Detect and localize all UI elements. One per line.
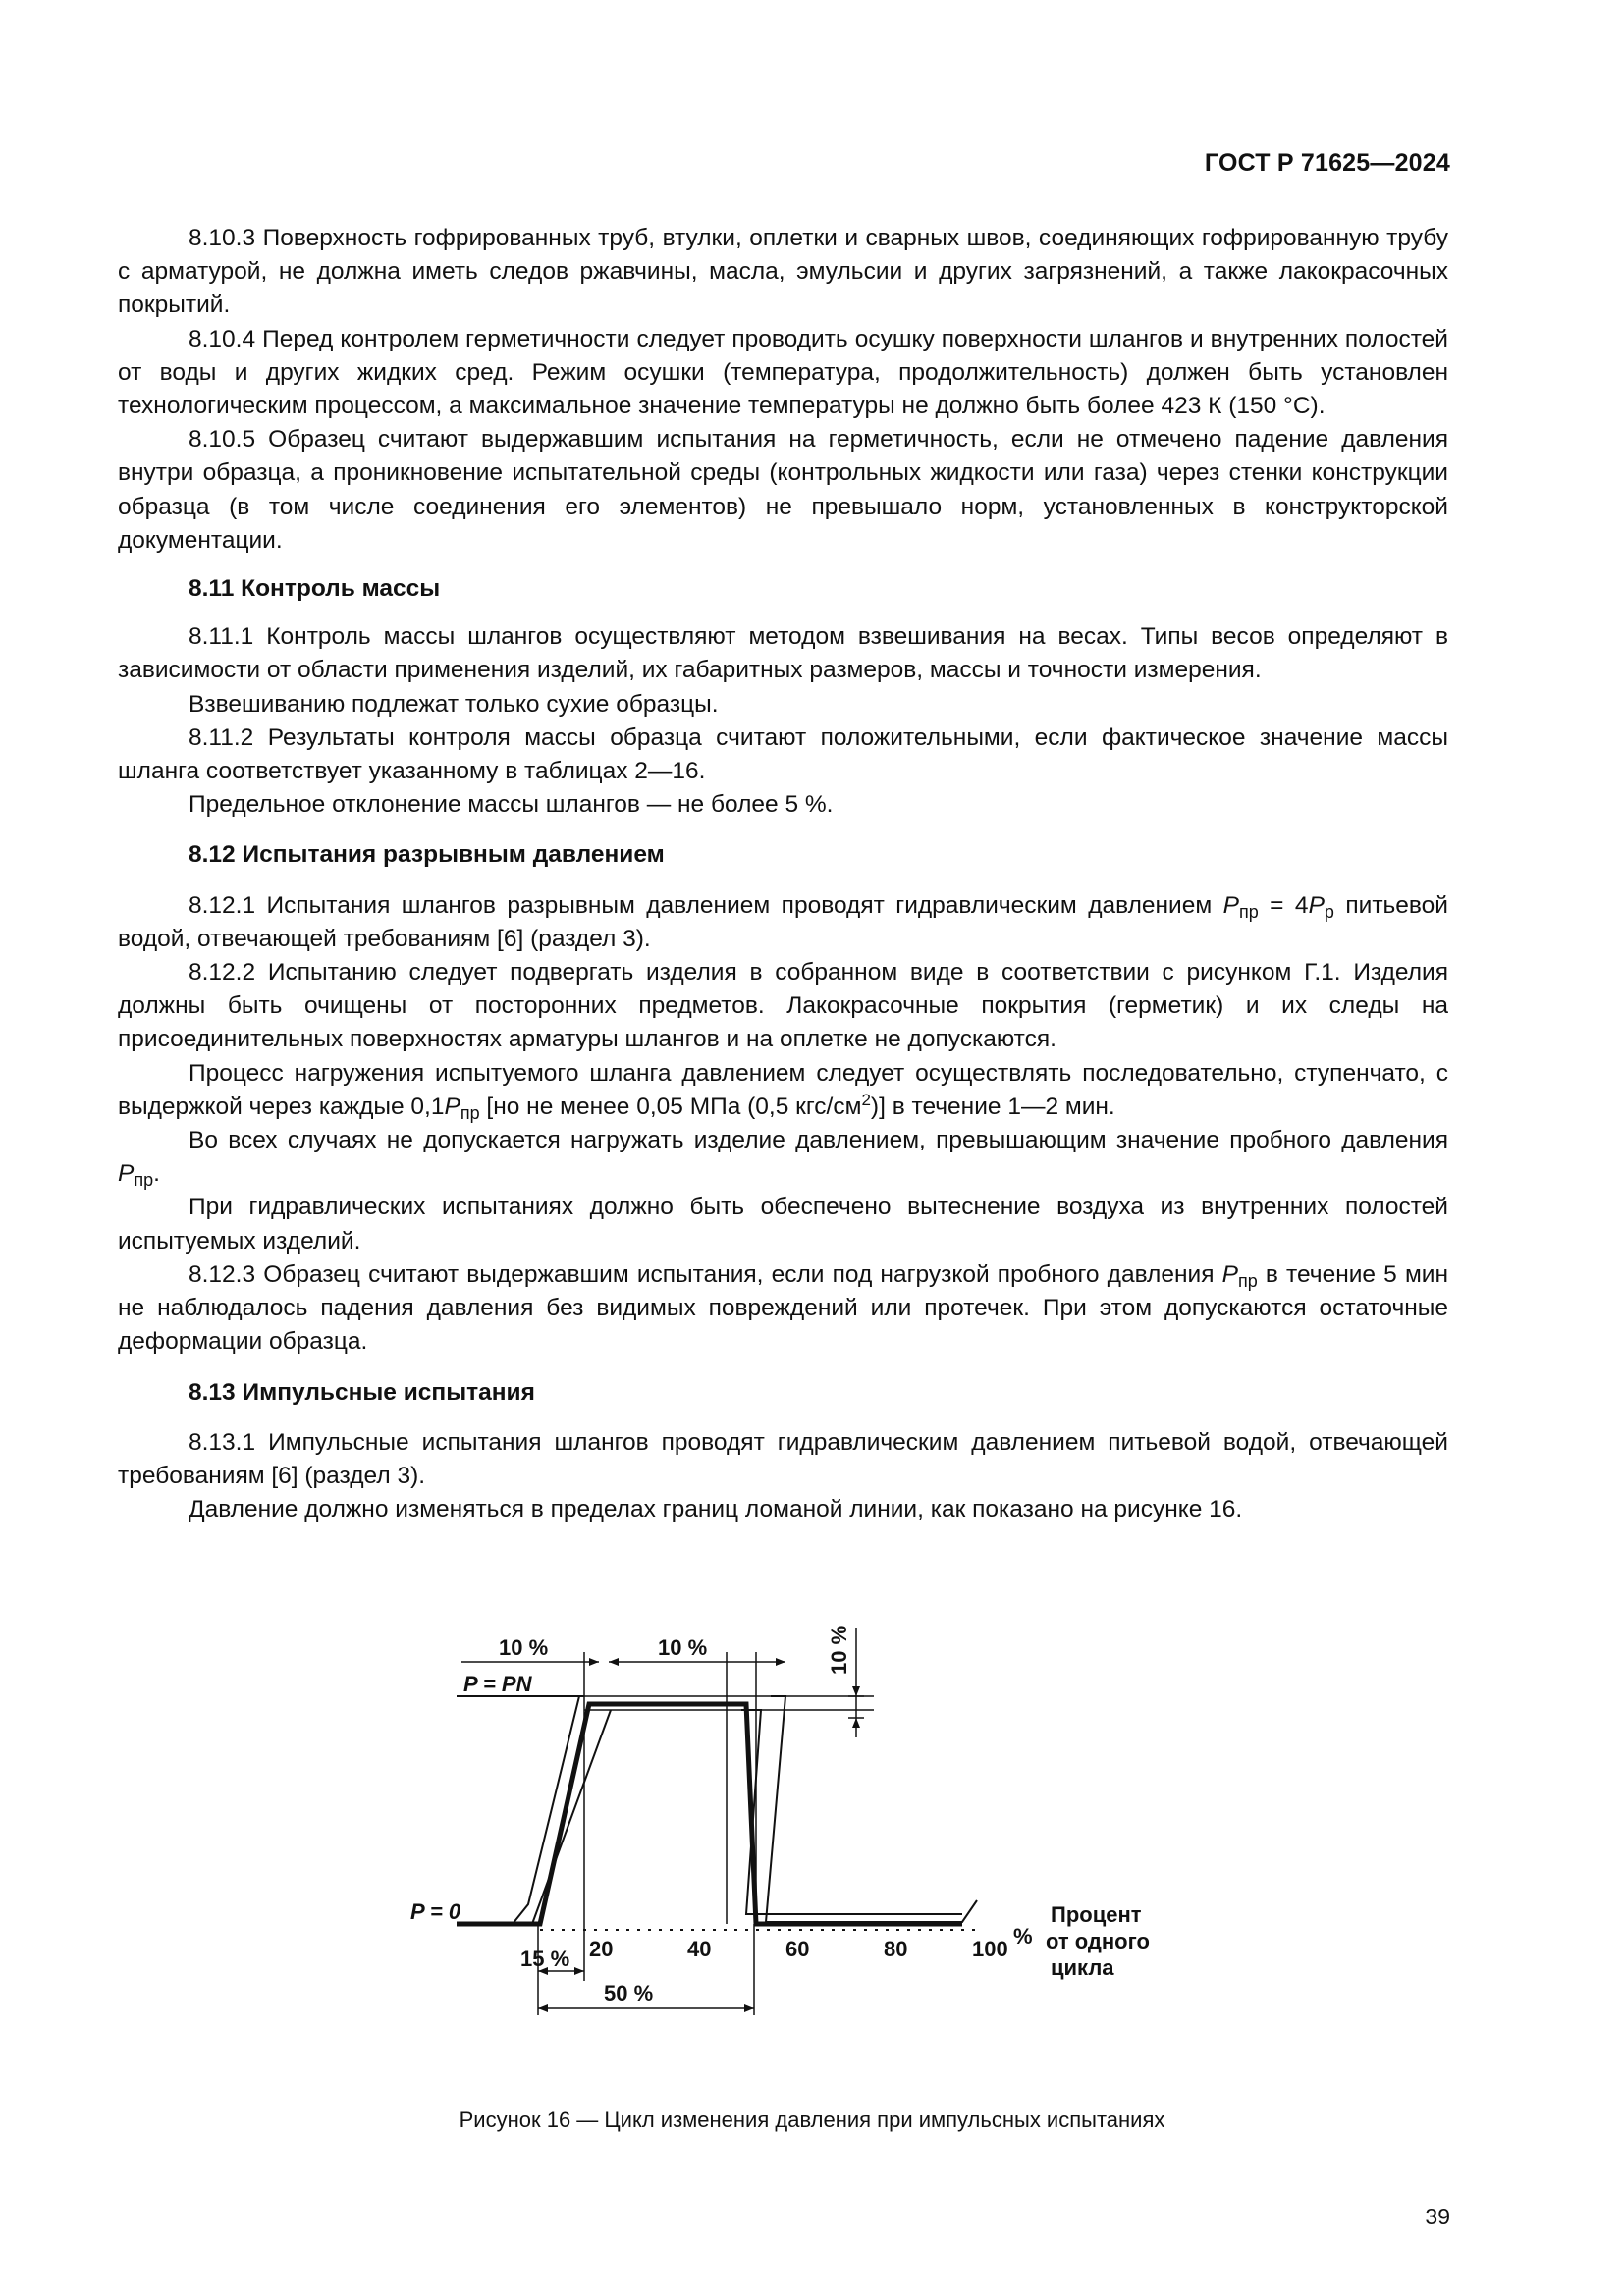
body-text bbox=[118, 222, 1448, 1526]
arrowhead bbox=[852, 1686, 860, 1696]
paragraph-8-11-1: 8.11.1 Контроль массы шлангов осуществляют методом взвешивания на весах. Типы весов определяют в зависимости от области применения изделий, их габаритных размеров, массы и точности измерения. bbox=[118, 623, 1448, 684]
label-50pct: 50 % bbox=[604, 1981, 654, 2005]
paragraph-8-11-1b: Взвешиванию подлежат только сухие образцы. bbox=[189, 690, 719, 718]
paragraph-8-13-1: 8.13.1 Импульсные испытания шлангов проводят гидравлическим давлением питьевой водой, отвечающей требованиям [6] (раздел 3). bbox=[118, 1428, 1448, 1489]
paragraph-8-10-5: 8.10.5 Образец считают выдержавшим испытания на герметичность, если не отмечено падение давления внутри образца, а проникновение испытательной среды (контрольных жидкости или газа) через стенки конструкции образца (в том числе соединения его элементов) не превышало норм, установленных в конструкторской документации. bbox=[118, 426, 1448, 554]
tick-20: 20 bbox=[589, 1937, 614, 1961]
arrowhead bbox=[776, 1658, 785, 1666]
heading-8-11: 8.11 Контроль массы bbox=[189, 575, 441, 603]
label-15pct: 15 % bbox=[520, 1947, 570, 1971]
label-percent: % bbox=[1013, 1924, 1033, 1949]
paragraph-8-11-2: 8.11.2 Результаты контроля массы образца считают положительными, если фактическое значение массы шланга соответствует указанному в таблицах 2—16. bbox=[118, 723, 1448, 785]
label-p-0: P = 0 bbox=[410, 1899, 461, 1924]
inner-rise-boundary bbox=[532, 1710, 611, 1924]
paragraph-8-13-1b: Давление должно изменяться в пределах границ ломаной линии, как показано на рисунке 16. bbox=[189, 1496, 1243, 1523]
heading-8-12: 8.12 Испытания разрывным давлением bbox=[189, 841, 665, 869]
arrowhead bbox=[744, 2004, 754, 2012]
paragraph-8-12-1: 8.12.1 Испытания шлангов разрывным давлением проводят гидравлическим давлением $P_{пр} = 4P_р$ питьевой водой, отвечающей требованиям [6] (раздел 3). bbox=[118, 891, 1448, 952]
axis-label-line1: Процент bbox=[1051, 1902, 1142, 1927]
arrowhead bbox=[574, 1967, 584, 1975]
label-10pct-left: 10 % bbox=[499, 1635, 549, 1660]
paragraph-8-12-2c: Во всех случаях не допускается нагружать изделие давлением, превышающим значение пробного давления $P_{пр}$. bbox=[118, 1127, 1448, 1191]
paragraph-8-12-2: 8.12.2 Испытанию следует подвергать изделия в собранном виде в соответствии с рисунком Г.1. Изделия должны быть очищены от посторонних предметов. Лакокрасочные покрытия (герметик) и их следы на присоединительных поверхностях арматуры шлангов и на оплетке не допускаются. bbox=[118, 959, 1448, 1053]
figure-caption: Рисунок 16 — Цикл изменения давления при импульсных испытаниях bbox=[459, 2108, 1165, 2132]
label-10pct-vertical: 10 % bbox=[827, 1625, 851, 1675]
axis-label-line2: от одного bbox=[1046, 1929, 1150, 1953]
arrowhead bbox=[538, 2004, 548, 2012]
page-number: 39 bbox=[1425, 2204, 1450, 2229]
arrowhead bbox=[852, 1718, 860, 1728]
arrowhead bbox=[589, 1658, 599, 1666]
label-10pct-mid: 10 % bbox=[658, 1635, 708, 1660]
tick-80: 80 bbox=[884, 1937, 908, 1961]
tick-60: 60 bbox=[785, 1937, 810, 1961]
axis-label-line3: цикла bbox=[1051, 1955, 1114, 1980]
arrowhead bbox=[609, 1658, 619, 1666]
document-header: ГОСТ Р 71625—2024 bbox=[1204, 149, 1450, 177]
paragraph-8-12-2b: Процесс нагружения испытуемого шланга давлением следует осуществлять последовательно, ступенчато, с выдержкой через каждые $0,1P_{пр}$ [но не менее 0,05 МПа (0,5 кгс/$см^2$)] в течение 1—2 мин. bbox=[118, 1059, 1448, 1123]
label-p-pn: P = PN bbox=[463, 1672, 532, 1696]
outer-fall-boundary bbox=[766, 1696, 977, 1922]
heading-8-13: 8.13 Импульсные испытания bbox=[189, 1378, 535, 1406]
paragraph-8-10-4: 8.10.4 Перед контролем герметичности следует проводить осушку поверхности шлангов и внутренних полостей от воды и других жидких сред. Режим осушки (температура, продолжительность) должен быть установлен технологическим процессом, а максимальное значение температуры не должно быть более 423 К (150 °С). bbox=[118, 325, 1448, 420]
figure-16-diagram bbox=[393, 1618, 1178, 2079]
paragraph-8-11-2b: Предельное отклонение массы шлангов — не более 5 %. bbox=[189, 791, 834, 819]
pressure-cycle-svg bbox=[393, 1618, 1178, 2079]
paragraph-8-12-3: 8.12.3 Образец считают выдержавшим испытания, если под нагрузкой пробного давления $P_{пр}$ в течение 5 мин не наблюдалось падения давления без видимых повреждений или протечек. При этом допускаются остаточные деформации образца. bbox=[118, 1260, 1449, 1356]
tick-40: 40 bbox=[687, 1937, 712, 1961]
tick-100: 100 bbox=[972, 1937, 1008, 1961]
paragraph-8-12-2d: При гидравлических испытаниях должно быть обеспечено вытеснение воздуха из внутренних полостей испытуемых изделий. bbox=[118, 1194, 1448, 1255]
paragraph-8-10-3: 8.10.3 Поверхность гофрированных труб, втулки, оплетки и сварных швов, соединяющих гофрированную трубу с арматурой, не должна иметь следов ржавчины, масла, эмульсии и других загрязнений, а также лакокрасочных покрытий. bbox=[118, 225, 1448, 319]
